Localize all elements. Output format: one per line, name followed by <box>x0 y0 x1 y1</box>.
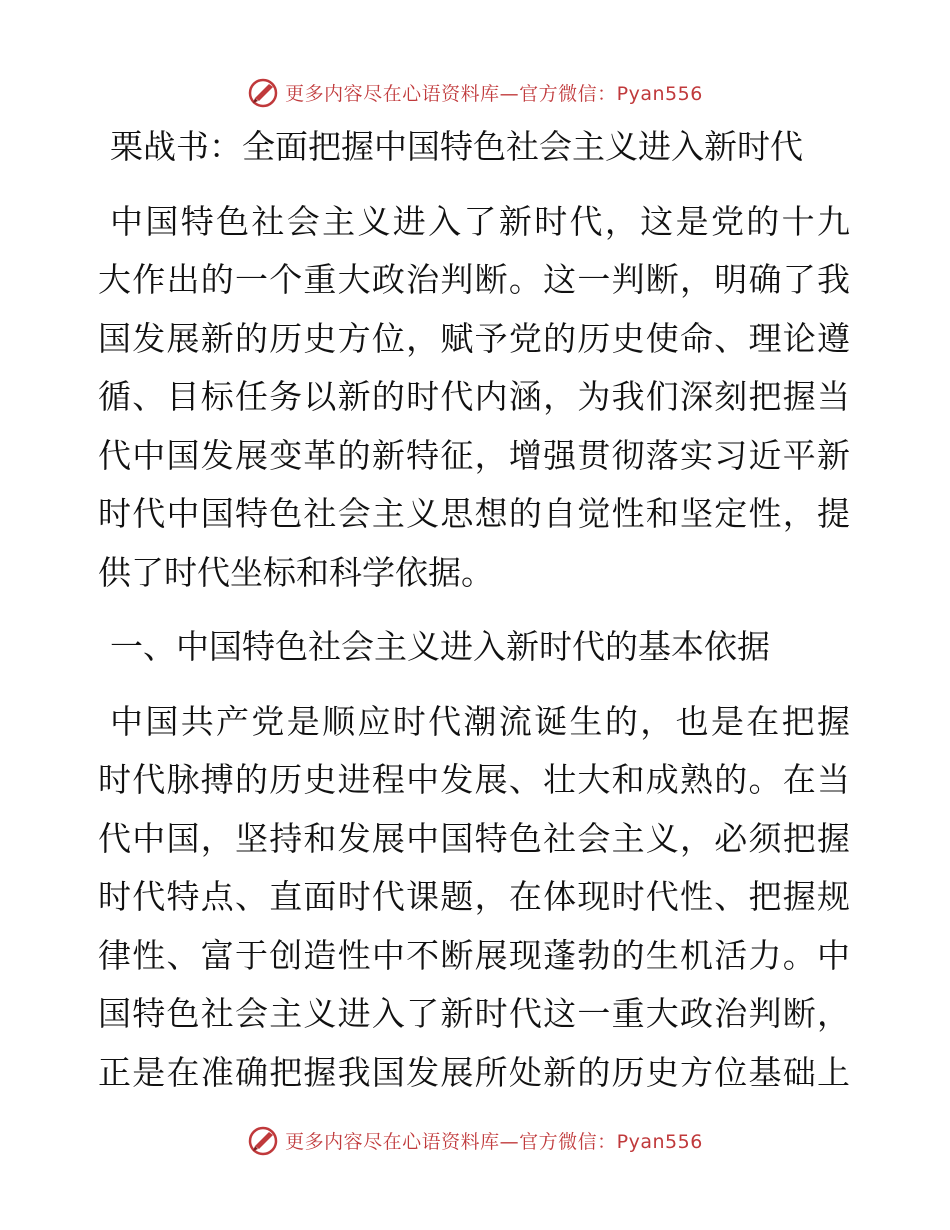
paragraph-line: 代中国发展变革的新特征，增强贯彻落实习近平新 <box>98 435 850 475</box>
paragraph-line: 循、目标任务以新的时代内涵，为我们深刻把握当 <box>98 377 850 416</box>
paragraph-line: 国特色社会主义进入了新时代这一重大政治判断， <box>98 994 850 1033</box>
paragraph-line: 时代特点、直面时代课题，在体现时代性、把握规 <box>98 877 850 916</box>
paragraph-line: 时代中国特色社会主义思想的自觉性和坚定性，提 <box>98 494 850 533</box>
document-title: 栗战书：全面把握中国特色社会主义进入新时代 <box>110 127 803 166</box>
section-heading: 一、中国特色社会主义进入新时代的基本依据 <box>110 627 770 666</box>
pen-logo-icon <box>247 1124 279 1156</box>
paragraph-line: 正是在准确把握我国发展所处新的历史方位基础上 <box>98 1052 850 1092</box>
paragraph-line: 律性、富于创造性中不断展现蓬勃的生机活力。中 <box>98 935 850 975</box>
document-body <box>98 118 850 1102</box>
paragraph-line: 供了时代坐标和科学依据。 <box>98 552 494 592</box>
watermark-header <box>0 72 950 112</box>
paragraph-line: 代中国，坚持和发展中国特色社会主义，必须把握 <box>98 818 850 858</box>
watermark-text: 更多内容尽在心语资料库—官方微信：Pyan556 <box>285 82 703 105</box>
watermark-footer <box>0 1120 950 1160</box>
pen-logo-icon <box>247 76 279 108</box>
paragraph-line: 中国特色社会主义进入了新时代，这是党的十九 <box>110 201 850 241</box>
paragraph-intro <box>98 193 850 603</box>
paragraph-line: 中国共产党是顺应时代潮流诞生的，也是在把握 <box>110 701 850 741</box>
paragraph-line: 大作出的一个重大政治判断。这一判断，明确了我 <box>98 260 850 299</box>
watermark-text: 更多内容尽在心语资料库—官方微信：Pyan556 <box>285 1130 703 1153</box>
paragraph-basis <box>98 693 850 1103</box>
paragraph-line: 国发展新的历史方位，赋予党的历史使命、理论遵 <box>98 318 850 358</box>
paragraph-line: 时代脉搏的历史进程中发展、壮大和成熟的。在当 <box>98 760 850 799</box>
